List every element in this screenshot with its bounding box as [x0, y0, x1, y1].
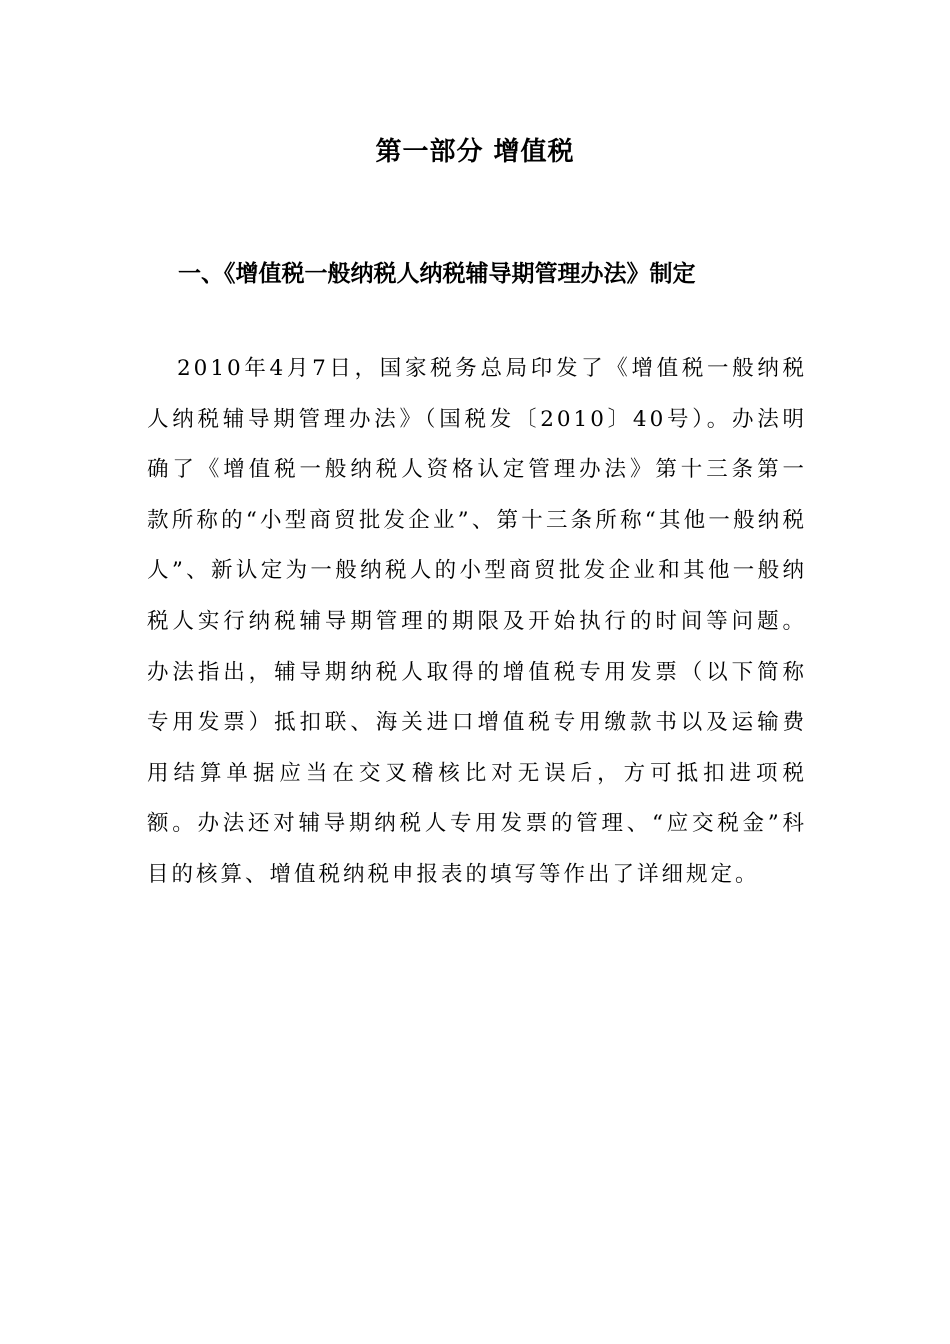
part-title: 第一部分 增值税: [375, 137, 575, 167]
section-heading: 一、《增值税一般纳税人纳税辅导期管理办法》制定: [178, 260, 696, 287]
body-paragraph: 2010年4月7日，国家税务总局印发了《增值税一般纳税人纳税辅导期管理办法》（国税发〔2010〕40号）。办法明确了《增值税一般纳税人资格认定管理办法》第十三条第一款所称的“小型商贸批发企业”、第十三条所称“其他一般纳税人”、新认定为一般纳税人的小型商贸批发企业和其他一般纳税人实行纳税辅导期管理的期限及开始执行的时间等问题。办法指出，辅导期纳税人取得的增值税专用发票（以下简称专用发票）抵扣联、海关进口增值税专用缴款书以及运输费用结算单据应当在交叉稽核比对无误后，方可抵扣进项税额。办法还对辅导期纳税人专用发票的管理、“应交税金”科目的核算、增值税纳税申报表的填写等作出了详细规定。: [147, 356, 807, 887]
